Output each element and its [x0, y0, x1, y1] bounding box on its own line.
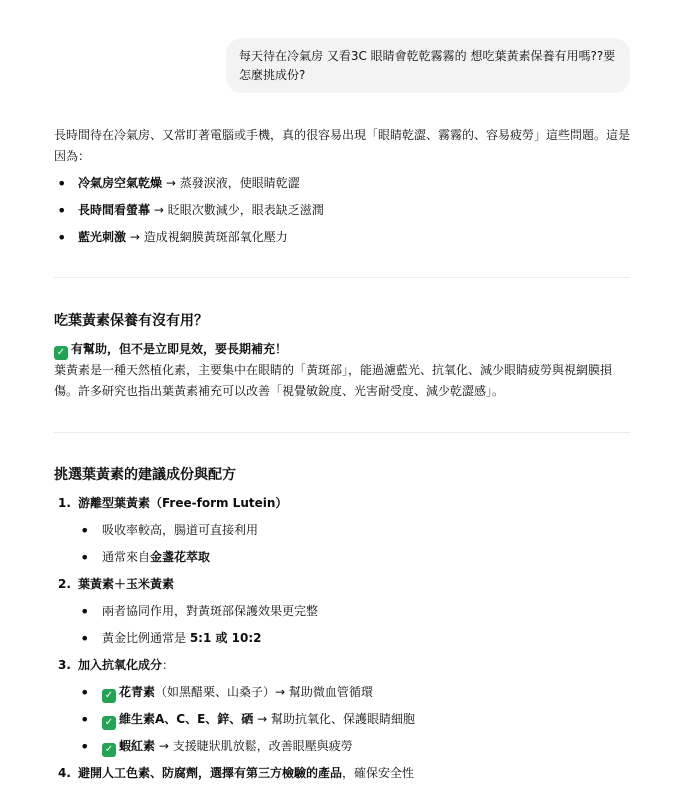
list-number: 3. — [58, 658, 71, 672]
bullet-text: → 造成視網膜黃斑部氧化壓力 — [126, 230, 288, 244]
sub-text: （如黑醋栗、山桑子）→ 幫助微血管循環 — [155, 685, 373, 699]
section-heading: 挑選葉黃素的建議成份與配方 — [54, 467, 236, 483]
section-heading: 吃葉黃素保養有沒有用？ — [54, 313, 208, 329]
sub-text: 通常來自 — [102, 550, 151, 564]
item-title-bold: 加入抗氧化成分 — [78, 658, 163, 672]
bullet-dot: • — [80, 521, 90, 540]
sub-text: 吸收率較高，腸道可直接利用 — [102, 523, 259, 537]
sub-bullet — [102, 602, 318, 621]
verdict-text: 有幫助，但不是立即見效，要長期補充！ — [71, 342, 288, 356]
check-mark-icon: ✓ — [54, 346, 68, 360]
bullet-dot: • — [80, 737, 90, 756]
bullet-dot: • — [80, 683, 90, 702]
bullet-dot: • — [80, 710, 90, 729]
check-mark-icon: ✓ — [102, 716, 116, 730]
intro-paragraph: 長時間待在冷氣房、又常盯著電腦或手機，真的很容易出現「眼睛乾澀、霧霧的、容易疲勞」這些問題。這是因為： — [54, 128, 631, 163]
sub-bullet — [102, 521, 258, 540]
divider — [54, 277, 630, 278]
sub-bullet — [102, 737, 353, 757]
intro-bullet — [78, 228, 288, 247]
bullet-dot: • — [57, 174, 67, 193]
sub-bullet — [102, 710, 415, 730]
sub-text: → 幫助抗氧化、保護眼睛細胞 — [253, 712, 415, 726]
list-number: 1. — [58, 496, 71, 510]
item-title-suffix: ： — [162, 658, 175, 672]
bullet-text: → 眨眼次數減少，眼表缺乏滋潤 — [150, 203, 324, 217]
intro-bullet — [78, 174, 300, 193]
divider — [54, 432, 630, 433]
bullet-bold: 藍光刺激 — [78, 230, 127, 244]
item-title-bold: 避開人工色素、防腐劑，選擇有第三方檢驗的產品 — [78, 766, 343, 780]
bullet-bold: 長時間看螢幕 — [78, 203, 151, 217]
sub-text: 兩者協同作用，對黃斑部保護效果更完整 — [102, 604, 319, 618]
bullet-dot: • — [80, 548, 90, 567]
sub-bold: 5:1 或 10:2 — [189, 631, 262, 645]
list-item-title — [78, 575, 174, 594]
check-mark-icon: ✓ — [102, 689, 116, 703]
sub-text: 黃金比例通常是 — [102, 631, 190, 645]
sub-bullet — [102, 683, 373, 703]
bullet-bold: 冷氣房空氣乾燥 — [78, 176, 163, 190]
sub-bold: 維生素A、C、E、鋅、硒 — [119, 712, 254, 726]
list-number: 4. — [58, 766, 71, 780]
item-title-suffix: ，確保安全性 — [342, 766, 415, 780]
sub-bold: 蝦紅素 — [119, 739, 156, 753]
sub-text: → 支援睫狀肌放鬆，改善眼壓與疲勞 — [155, 739, 353, 753]
item-title-bold: 游離型葉黃素（Free-form Lutein） — [78, 496, 288, 510]
item-title-bold: 葉黃素＋玉米黃素 — [78, 577, 175, 591]
bullet-dot: • — [80, 602, 90, 621]
sub-bold: 花青素 — [119, 685, 156, 699]
list-item-title — [78, 494, 287, 513]
list-number: 2. — [58, 577, 71, 591]
check-mark-icon: ✓ — [102, 743, 116, 757]
bullet-text: → 蒸發淚液，使眼睛乾澀 — [162, 176, 300, 190]
list-item-title — [78, 764, 414, 783]
verdict-line — [54, 339, 632, 360]
sub-bullet — [102, 548, 210, 567]
bullet-dot: • — [57, 228, 67, 247]
sub-bold: 金盞花萃取 — [150, 550, 211, 564]
list-item-title — [78, 656, 174, 675]
bullet-dot: • — [80, 629, 90, 648]
bullet-dot: • — [57, 201, 67, 220]
user-message-text: 每天待在冷氣房 又看3C 眼睛會乾乾霧霧的 想吃葉黃素保養有用嗎??要怎麼挑成份? — [239, 49, 616, 82]
section-body: 葉黃素是一種天然植化素，主要集中在眼睛的「黃斑部」，能過濾藍光、抗氧化、減少眼睛疲勞與視網膜損傷。許多研究也指出葉黃素補充可以改善「視覺敏銳度、光害耐受度、減少乾澀感」。 — [54, 363, 613, 398]
user-message-bubble — [226, 38, 630, 93]
sub-bullet — [102, 629, 262, 648]
intro-bullet — [78, 201, 324, 220]
